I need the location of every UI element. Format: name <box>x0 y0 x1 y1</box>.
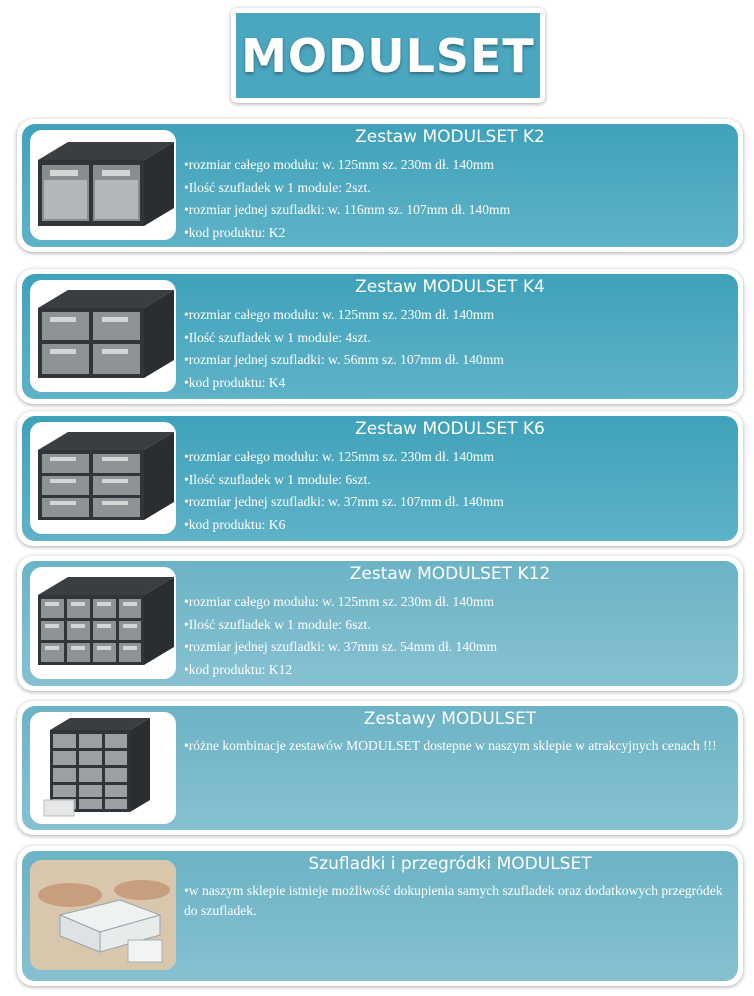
description <box>184 736 728 756</box>
spec-line: •Ilość szufladek w 1 module: 6szt. <box>184 616 371 632</box>
drawer-module-k2-image <box>30 130 176 240</box>
spec-line: •Ilość szufladek w 1 module: 6szt. <box>184 471 371 487</box>
header-banner <box>231 8 545 103</box>
panel-sets-body <box>22 706 738 830</box>
panel-k6-body <box>22 416 738 541</box>
spec-line: •rozmiar całego modułu: w. 125mm sz. 230m dł. 140mm <box>184 307 495 322</box>
panel-title: Zestawy MODULSET <box>363 709 537 729</box>
panel-title: Zestaw MODULSET K4 <box>355 277 545 297</box>
spec-line: •rozmiar jednej szufladki: w. 37mm sz. 54mm dł. 140mm <box>184 639 498 654</box>
panel-k4 <box>17 269 743 404</box>
spec-list <box>184 154 728 244</box>
spec-line: •rozmiar całego modułu: w. 125mm sz. 230m dł. 140mm <box>184 157 495 172</box>
description-text: •w naszym sklepie istnieje możliwość dokupienia samych szufladek oraz dodatkowych przegródek do szufladek. <box>184 883 723 918</box>
drawer-module-k12-image <box>30 567 176 679</box>
drawer-module-k6-image <box>30 422 176 534</box>
product-image-k2 <box>30 130 176 240</box>
stacked-modules-image <box>30 712 176 824</box>
drawer-module-k4-image <box>30 280 176 392</box>
panel-title: Zestaw MODULSET K12 <box>349 564 551 584</box>
spec-list <box>184 446 728 536</box>
product-image-drawers <box>30 860 176 970</box>
panel-k12-body <box>22 561 738 686</box>
panel-drawers-body <box>22 851 738 981</box>
spec-line: •kod produktu: K4 <box>184 374 286 390</box>
product-image-k6 <box>30 422 176 534</box>
panel-sets <box>17 701 743 835</box>
panel-title: Zestaw MODULSET K2 <box>355 127 545 147</box>
spec-line: •kod produktu: K12 <box>184 661 293 677</box>
panel-k4-body <box>22 274 738 399</box>
spec-line: •Ilość szufladek w 1 module: 2szt. <box>184 179 371 195</box>
spec-line: •rozmiar całego modułu: w. 125mm sz. 230m dł. 140mm <box>184 449 495 464</box>
drawer-dividers-image <box>30 860 176 970</box>
description-text: •różne kombinacje zestawów MODULSET dostepne w naszym sklepie w atrakcyjnych cenach !!! <box>184 738 717 753</box>
spec-list <box>184 304 728 394</box>
description <box>184 881 728 921</box>
panel-k2 <box>17 119 743 252</box>
spec-line: •rozmiar jednej szufladki: w. 37mm sz. 107mm dł. 140mm <box>184 494 504 509</box>
page-title: MODULSET <box>241 28 535 83</box>
header-banner-inner <box>236 13 540 98</box>
panel-drawers <box>17 846 743 986</box>
product-image-sets <box>30 712 176 824</box>
spec-line: •rozmiar jednej szufladki: w. 56mm sz. 107mm dł. 140mm <box>184 352 504 367</box>
spec-line: •Ilość szufladek w 1 module: 4szt. <box>184 329 371 345</box>
spec-line: •kod produktu: K2 <box>184 224 286 240</box>
panel-k12 <box>17 556 743 691</box>
panel-k2-body <box>22 124 738 247</box>
spec-line: •rozmiar całego modułu: w. 125mm sz. 230m dł. 140mm <box>184 594 495 609</box>
product-image-k12 <box>30 567 176 679</box>
product-image-k4 <box>30 280 176 392</box>
spec-list <box>184 591 728 681</box>
panel-title: Zestaw MODULSET K6 <box>355 419 545 439</box>
panel-title: Szufladki i przegródki MODULSET <box>308 854 592 874</box>
panel-k6 <box>17 411 743 546</box>
spec-line: •rozmiar jednej szufladki: w. 116mm sz. 107mm dł. 140mm <box>184 202 511 217</box>
spec-line: •kod produktu: K6 <box>184 516 286 532</box>
